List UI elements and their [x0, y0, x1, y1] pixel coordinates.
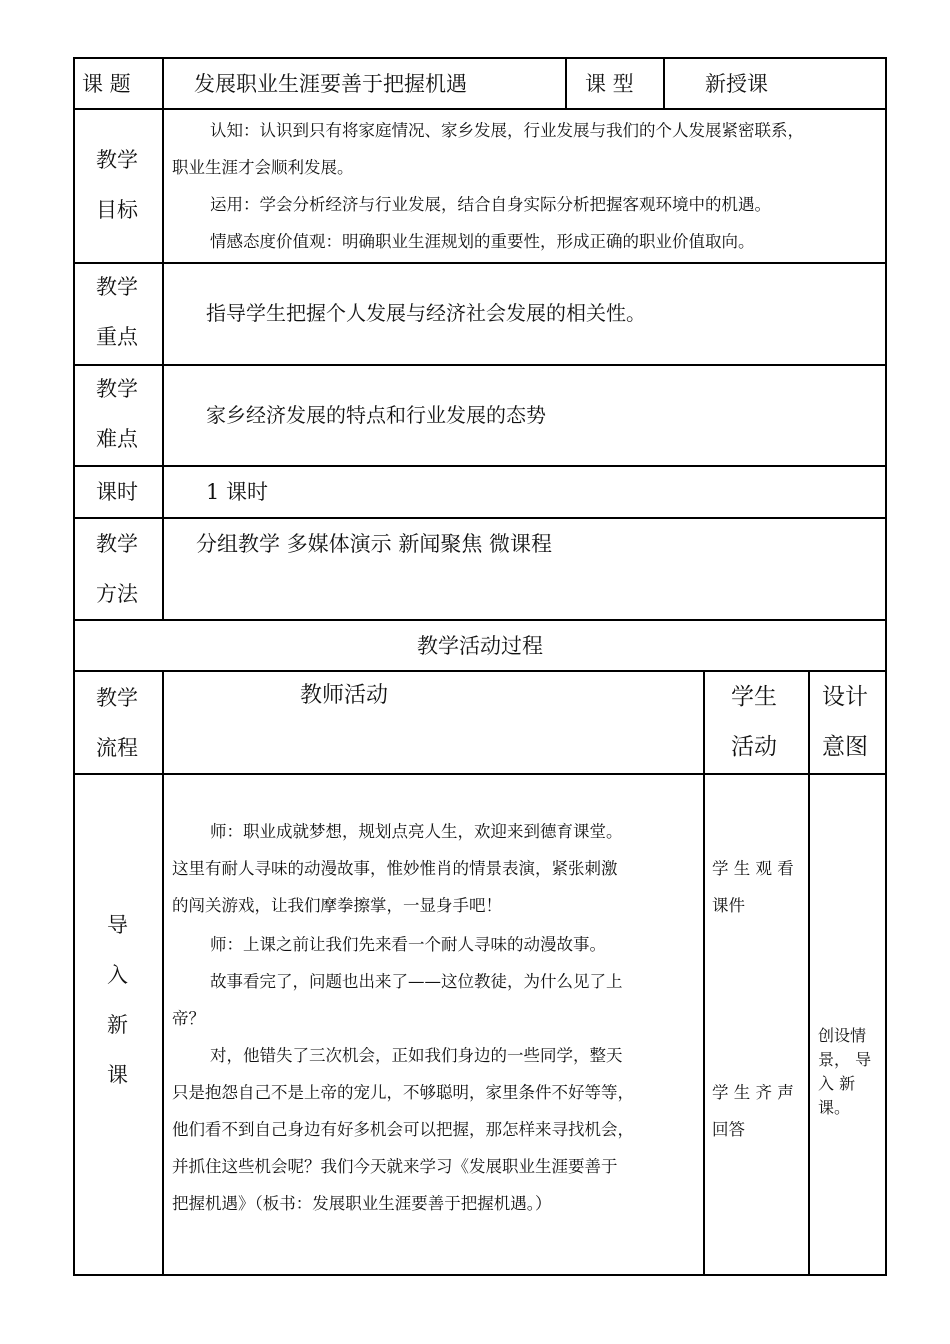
row-divider — [73, 262, 887, 264]
teacher-line: 他们看不到自己身边有好多机会可以把握，那怎样来寻找机会， — [172, 1120, 634, 1139]
difficulty-label-2: 难点 — [96, 427, 138, 451]
method-text: 分组教学 多媒体演示 新闻聚焦 微课程 — [196, 532, 553, 556]
teacher-line: 帝？ — [172, 1009, 205, 1028]
goal-line: 职业生涯才会顺利发展。 — [172, 158, 354, 177]
flow-header-1: 教学 — [96, 686, 138, 710]
teacher-line: 师：职业成就梦想，规划点亮人生，欢迎来到德育课堂。 — [210, 822, 623, 841]
teacher-line: 这里有耐人寻味的动漫故事，惟妙惟肖的情景表演，紧张刺激 — [172, 859, 618, 878]
teacher-line: 故事看完了，问题也出来了——这位教徒，为什么见了上 — [210, 972, 623, 991]
teacher-line: 只是抱怨自己不是上帝的宠儿，不够聪明，家里条件不好等等， — [172, 1083, 634, 1102]
process-title: 教学活动过程 — [417, 634, 543, 658]
focus-label-2: 重点 — [96, 325, 138, 349]
row-divider — [73, 517, 887, 519]
student-activity-answer-2: 回答 — [712, 1120, 745, 1139]
row-divider — [73, 619, 887, 621]
stage-char: 新 — [107, 1013, 128, 1037]
student-activity-answer-1: 学 生 齐 声 — [712, 1083, 794, 1102]
teacher-line: 的闯关游戏，让我们摩拳擦掌，一显身手吧！ — [172, 896, 502, 915]
col-divider — [703, 670, 705, 1276]
goals-label-1: 教学 — [96, 148, 138, 172]
col-divider — [663, 57, 665, 109]
stage-char: 导 — [107, 913, 128, 937]
focus-label-1: 教学 — [96, 275, 138, 299]
teacher-line: 并抓住这些机会呢？我们今天就来学习《发展职业生涯要善于 — [172, 1157, 618, 1176]
design-intent-line: 创设情 — [818, 1026, 867, 1045]
student-activity-header-1: 学生 — [731, 684, 777, 710]
teacher-line: 对，他错失了三次机会，正如我们身边的一些同学，整天 — [210, 1046, 623, 1065]
difficulty-text: 家乡经济发展的特点和行业发展的态势 — [206, 403, 546, 427]
topic-label: 课 题 — [82, 72, 131, 96]
goals-label-2: 目标 — [96, 198, 138, 222]
student-activity-watch-1: 学 生 观 看 — [712, 859, 794, 878]
method-label-1: 教学 — [96, 532, 138, 556]
teacher-activity-header: 教师活动 — [300, 683, 389, 708]
student-activity-watch-2: 课件 — [712, 896, 745, 915]
col-divider — [808, 670, 810, 1276]
design-intent-header-1: 设计 — [822, 684, 868, 710]
row-divider — [73, 465, 887, 467]
col-divider — [162, 57, 164, 620]
col-divider — [565, 57, 567, 109]
type-value: 新授课 — [705, 72, 768, 96]
type-label: 课 型 — [585, 72, 634, 96]
design-intent-line: 课。 — [818, 1098, 851, 1117]
teacher-line: 把握机遇》（板书：发展职业生涯要善于把握机遇。） — [172, 1194, 552, 1213]
design-intent-header-2: 意图 — [822, 734, 868, 760]
design-intent-line: 入 新 — [818, 1074, 856, 1093]
hours-label: 课时 — [96, 480, 138, 504]
row-divider — [73, 364, 887, 366]
col-divider — [162, 670, 164, 1276]
stage-char: 课 — [107, 1063, 128, 1087]
row-divider — [73, 773, 887, 775]
focus-text: 指导学生把握个人发展与经济社会发展的相关性。 — [206, 301, 646, 325]
flow-header-2: 流程 — [96, 736, 138, 760]
hours-text: 1 课时 — [206, 480, 269, 504]
row-divider — [73, 108, 887, 110]
row-divider — [73, 670, 887, 672]
goal-line: 认知：认识到只有将家庭情况、家乡发展，行业发展与我们的个人发展紧密联系， — [210, 121, 804, 140]
design-intent-line: 景， 导 — [818, 1050, 872, 1069]
stage-char: 入 — [107, 963, 128, 987]
goal-line: 情感态度价值观：明确职业生涯规划的重要性，形成正确的职业价值取向。 — [210, 232, 755, 251]
teacher-line: 师：上课之前让我们先来看一个耐人寻味的动漫故事。 — [210, 935, 606, 954]
goal-line: 运用：学会分析经济与行业发展，结合自身实际分析把握客观环境中的机遇。 — [210, 195, 771, 214]
student-activity-header-2: 活动 — [731, 734, 777, 760]
method-label-2: 方法 — [96, 582, 138, 606]
topic-value: 发展职业生涯要善于把握机遇 — [194, 72, 467, 96]
difficulty-label-1: 教学 — [96, 377, 138, 401]
